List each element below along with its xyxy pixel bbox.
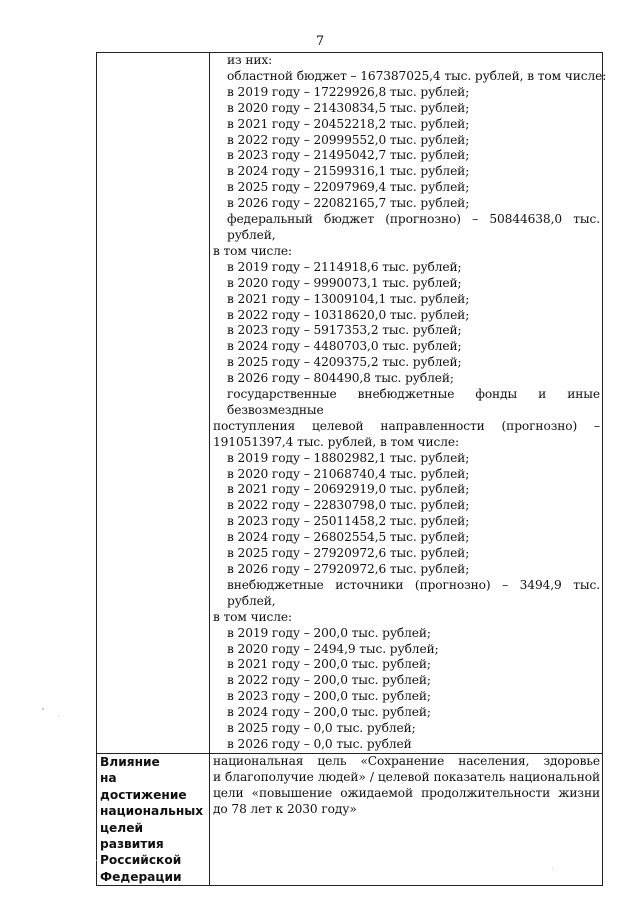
impact-label-line: целей развития	[100, 820, 164, 851]
funds-2021: в 2021 году – 20692919,0 тыс. рублей;	[227, 482, 470, 497]
extra-2026: в 2026 году – 0,0 тыс. рублей	[227, 736, 412, 751]
regional-2025: в 2025 году – 22097969,4 тыс. рублей;	[227, 180, 470, 195]
impact-label-line: Влияние	[100, 754, 160, 769]
regional-2026: в 2026 году – 22082165,7 тыс. рублей;	[227, 196, 470, 211]
funding-row	[97, 53, 603, 754]
federal-2020: в 2020 году – 9990073,1 тыс. рублей;	[227, 275, 462, 290]
impact-label-cell	[97, 753, 210, 885]
federal-2023: в 2023 году – 5917353,2 тыс. рублей;	[227, 323, 462, 338]
federal-2022: в 2022 году – 10318620,0 тыс. рублей;	[227, 307, 470, 322]
funds-2023: в 2023 году – 25011458,2 тыс. рублей;	[227, 514, 470, 529]
impact-label-line: Федерации	[100, 869, 182, 884]
federal-2019: в 2019 году – 2114918,6 тыс. рублей;	[227, 259, 462, 274]
funds-2020: в 2020 году – 21068740,4 тыс. рублей;	[227, 466, 470, 481]
extrabudgetary-funds-total-cont: поступления целевой направленности (прогнозно) –	[213, 418, 600, 433]
extra-2025: в 2025 году – 0,0 тыс. рублей;	[227, 721, 416, 736]
extra-2019: в 2019 году – 200,0 тыс. рублей;	[227, 625, 431, 640]
regional-2021: в 2021 году – 20452218,2 тыс. рублей;	[227, 116, 470, 131]
scan-speck	[96, 860, 97, 861]
regional-2023: в 2023 году – 21495042,7 тыс. рублей;	[227, 148, 470, 163]
federal-2021: в 2021 году – 13009104,1 тыс. рублей;	[227, 291, 470, 306]
impact-text-line: до 78 лет к 2030 году»	[213, 801, 357, 816]
passport-table	[96, 52, 607, 886]
impact-row	[97, 753, 603, 885]
scan-speck	[552, 868, 553, 869]
extrabudgetary-sources-total: внебюджетные источники (прогнозно) – 3494,9 тыс. рублей,	[227, 577, 600, 608]
extrabudgetary-funds-total: государственные внебюджетные фонды и иные безвозмездные	[227, 387, 600, 417]
regional-2019: в 2019 году – 17229926,8 тыс. рублей;	[227, 84, 470, 99]
funds-2025: в 2025 году – 27920972,6 тыс. рублей;	[227, 546, 470, 561]
extrabudgetary-funds-total-cont2: 191051397,4 тыс. рублей, в том числе:	[213, 434, 459, 449]
impact-label-line: Российской	[100, 853, 182, 868]
funding-intro: из них:	[227, 53, 273, 67]
extra-2024: в 2024 году – 200,0 тыс. рублей;	[227, 705, 431, 720]
scan-speck	[42, 708, 44, 710]
federal-budget-total-cont: в том числе:	[213, 243, 293, 258]
extrabudgetary-sources-total-cont: в том числе:	[213, 609, 293, 624]
impact-label-line: на достижение	[100, 771, 187, 802]
extra-2020: в 2020 году – 2494,9 тыс. рублей;	[227, 641, 439, 656]
extra-2023: в 2023 году – 200,0 тыс. рублей;	[227, 689, 431, 704]
scan-speck	[58, 716, 59, 717]
impact-text-line: и благополучие людей» / целевой показатель национальной	[213, 769, 600, 784]
funds-2019: в 2019 году – 18802982,1 тыс. рублей;	[227, 450, 470, 465]
funds-2022: в 2022 году – 22830798,0 тыс. рублей;	[227, 498, 470, 513]
federal-2025: в 2025 году – 4209375,2 тыс. рублей;	[227, 355, 462, 370]
funds-2024: в 2024 году – 26802554,5 тыс. рублей;	[227, 530, 470, 545]
regional-2024: в 2024 году – 21599316,1 тыс. рублей;	[227, 164, 470, 179]
extra-2022: в 2022 году – 200,0 тыс. рублей;	[227, 673, 431, 688]
impact-label-line: национальных	[100, 804, 204, 819]
funds-2026: в 2026 году – 27920972,6 тыс. рублей;	[227, 562, 470, 576]
extra-2021: в 2021 году – 200,0 тыс. рублей;	[227, 657, 431, 672]
regional-budget-total: областной бюджет – 167387025,4 тыс. рублей, в том числе:	[227, 68, 607, 83]
federal-budget-total: федеральный бюджет (прогнозно) – 50844638,0 тыс. рублей,	[227, 212, 600, 242]
federal-2024: в 2024 году – 4480703,0 тыс. рублей;	[227, 339, 462, 354]
regional-2020: в 2020 году – 21430834,5 тыс. рублей;	[227, 100, 470, 115]
impact-text-cell	[210, 753, 603, 885]
funding-label-cell	[97, 53, 210, 754]
impact-text-line: национальная цель «Сохранение населения, здоровье	[213, 753, 600, 768]
funding-text-cell	[210, 53, 607, 754]
impact-text-line: цели «повышение ожидаемой продолжительности жизни	[213, 785, 600, 800]
regional-2022: в 2022 году – 20999552,0 тыс. рублей;	[227, 132, 470, 147]
federal-2026: в 2026 году – 804490,8 тыс. рублей;	[227, 371, 454, 386]
page-number: 7	[315, 34, 325, 49]
